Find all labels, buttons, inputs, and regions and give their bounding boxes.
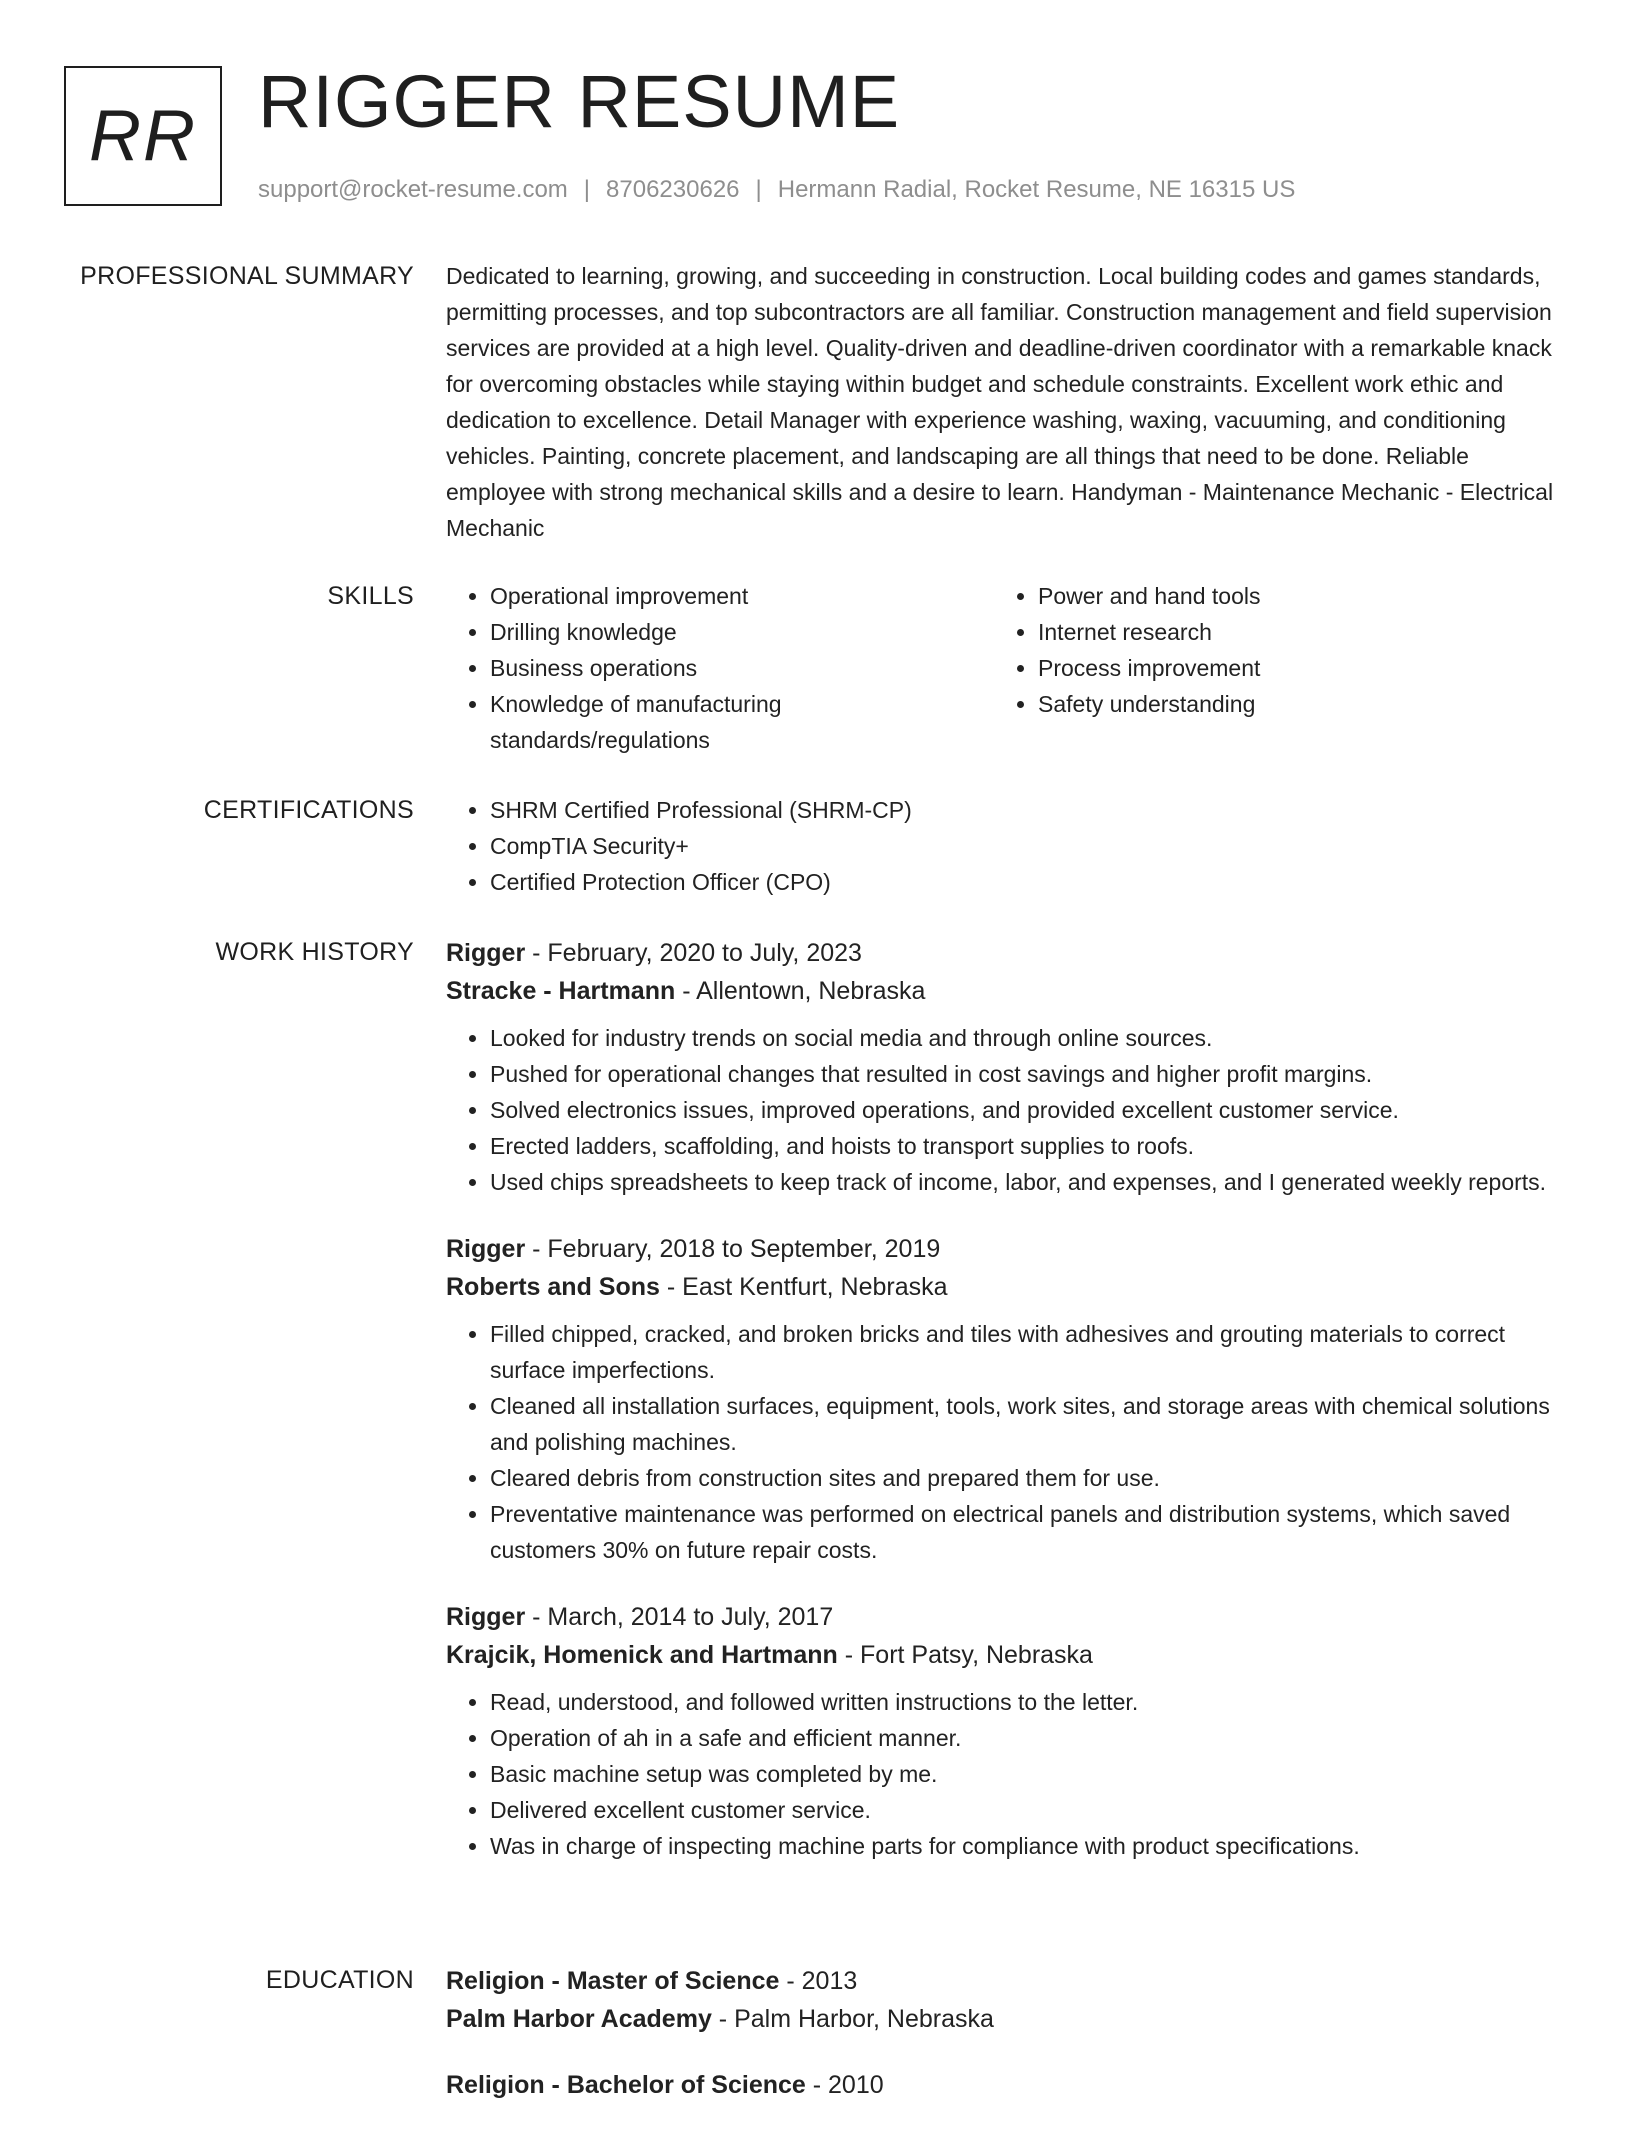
skills-list-left [446,578,994,758]
skill-item: • Drilling knowledge [490,614,994,650]
contact-separator: | [755,176,762,203]
job-dates: - February, 2018 to September, 2019 [525,1235,941,1263]
education-degree-line [446,1962,1566,2000]
contact-separator: | [583,176,591,203]
job-bullets [446,1684,1566,1864]
section-content [446,1962,1566,2134]
section-content [446,792,1566,900]
job-company: Roberts and Sons [446,1273,660,1301]
education-year: - 2010 [805,2071,884,2099]
summary-text: Dedicated to learning, growing, and succeeding in construction. Local building codes and games standards, permitting processes, and top subcontractors are all familiar. Construction management and field supervision services are provided at a high level. Quality-driven and deadline-driven coordinator with a remarkable knack for overcoming obstacles while staying within budget and schedule constraints. Excellent work ethic and dedication to excellence. Detail Manager with experience washing, waxing, vacuuming, and conditioning vehicles. Painting, concrete placement, and landscaping are all things that need to be done. Reliable employee with strong mechanical skills and a desire to learn. Handyman - Maintenance Mechanic - Electrical Mechanic [446,263,1554,541]
section-label: CERTIFICATIONS [203,796,414,824]
job-bullet: • Was in charge of inspecting machine parts for compliance with product specifications. [490,1828,1566,1864]
section-label: WORK HISTORY [215,938,414,966]
contact-phone: 8706230626 [606,176,740,203]
job-bullet: • Cleared debris from construction sites and prepared them for use. [490,1460,1566,1496]
job-bullet: • Looked for industry trends on social media and through online sources. [490,1020,1566,1056]
contact-address: Hermann Radial, Rocket Resume, NE 16315 US [777,176,1296,203]
section-content [446,934,1566,1894]
certification-item: • CompTIA Security+ [490,828,1566,864]
monogram-logo: RR [64,66,222,206]
job-bullet: • Erected ladders, scaffolding, and hoists to transport supplies to roofs. [490,1128,1566,1164]
job-company: Stracke - Hartmann [446,977,676,1005]
section-label: PROFESSIONAL SUMMARY [80,262,414,290]
section-label: EDUCATION [265,1966,414,1994]
job-location: - Fort Patsy, Nebraska [837,1641,1093,1669]
education-degree-line [446,2066,1566,2104]
job-title: Rigger [446,1603,526,1631]
job-bullet: • Pushed for operational changes that resulted in cost savings and higher profit margins. [490,1056,1566,1092]
job-title-line [446,1230,1566,1268]
job-company-line [446,1636,1566,1674]
skill-item: • Business operations [490,650,994,686]
education-school-line [446,2000,1566,2038]
job-dates: - March, 2014 to July, 2017 [525,1603,834,1631]
section-content [446,258,1566,546]
job-bullet: • Read, understood, and followed written instructions to the letter. [490,1684,1566,1720]
resume-title: RIGGER RESUME [258,60,901,143]
job-bullet: • Basic machine setup was completed by me. [490,1756,1566,1792]
section-label: SKILLS [327,582,414,610]
job-title-line [446,1598,1566,1636]
education-location: - Palm Harbor, Nebraska [711,2005,994,2033]
skill-item: • Operational improvement [490,578,994,614]
skill-item: • Safety understanding [1038,686,1542,722]
job-company: Krajcik, Homenick and Hartmann [446,1641,838,1669]
education-year: - 2013 [779,1967,858,1995]
contact-email: support@rocket-resume.com [258,176,568,203]
job-location: - Allentown, Nebraska [675,977,926,1005]
job-bullet: • Preventative maintenance was performed on electrical panels and distribution systems, which saved customers 30% on future repair costs. [490,1496,1566,1568]
job-dates: - February, 2020 to July, 2023 [525,939,862,967]
job-title: Rigger [446,1235,526,1263]
job-title: Rigger [446,939,526,967]
job-entry [446,1598,1566,1864]
certifications-list [446,792,1566,900]
job-bullets [446,1316,1566,1568]
job-entry [446,934,1566,1200]
contact-line [258,174,1295,206]
certification-item: • Certified Protection Officer (CPO) [490,864,1566,900]
skills-list-right [994,578,1542,758]
job-company-line [446,972,1566,1010]
education-degree: Religion - Master of Science [446,1967,780,1995]
job-bullet: • Used chips spreadsheets to keep track of income, labor, and expenses, and I generated weekly reports. [490,1164,1566,1200]
certification-item: • SHRM Certified Professional (SHRM-CP) [490,792,1566,828]
job-bullet: • Solved electronics issues, improved operations, and provided excellent customer service. [490,1092,1566,1128]
education-school: Palm Harbor Academy [446,2005,712,2033]
job-entry [446,1230,1566,1568]
skills-columns [446,578,1566,758]
job-bullet: • Filled chipped, cracked, and broken bricks and tiles with adhesives and grouting materials to correct surface imperfections. [490,1316,1566,1388]
job-bullet: • Cleaned all installation surfaces, equipment, tools, work sites, and storage areas with chemical solutions and polishing machines. [490,1388,1566,1460]
skill-item: • Process improvement [1038,650,1542,686]
skill-item: • Knowledge of manufacturing standards/regulations [490,686,994,758]
job-company-line [446,1268,1566,1306]
education-entry [446,2066,1566,2104]
skill-item: • Internet research [1038,614,1542,650]
job-bullets [446,1020,1566,1200]
job-bullet: • Operation of ah in a safe and efficient manner. [490,1720,1566,1756]
skill-item: • Power and hand tools [1038,578,1542,614]
education-degree: Religion - Bachelor of Science [446,2071,806,2099]
job-title-line [446,934,1566,972]
job-location: - East Kentfurt, Nebraska [659,1273,948,1301]
education-entry [446,1962,1566,2038]
job-bullet: • Delivered excellent customer service. [490,1792,1566,1828]
